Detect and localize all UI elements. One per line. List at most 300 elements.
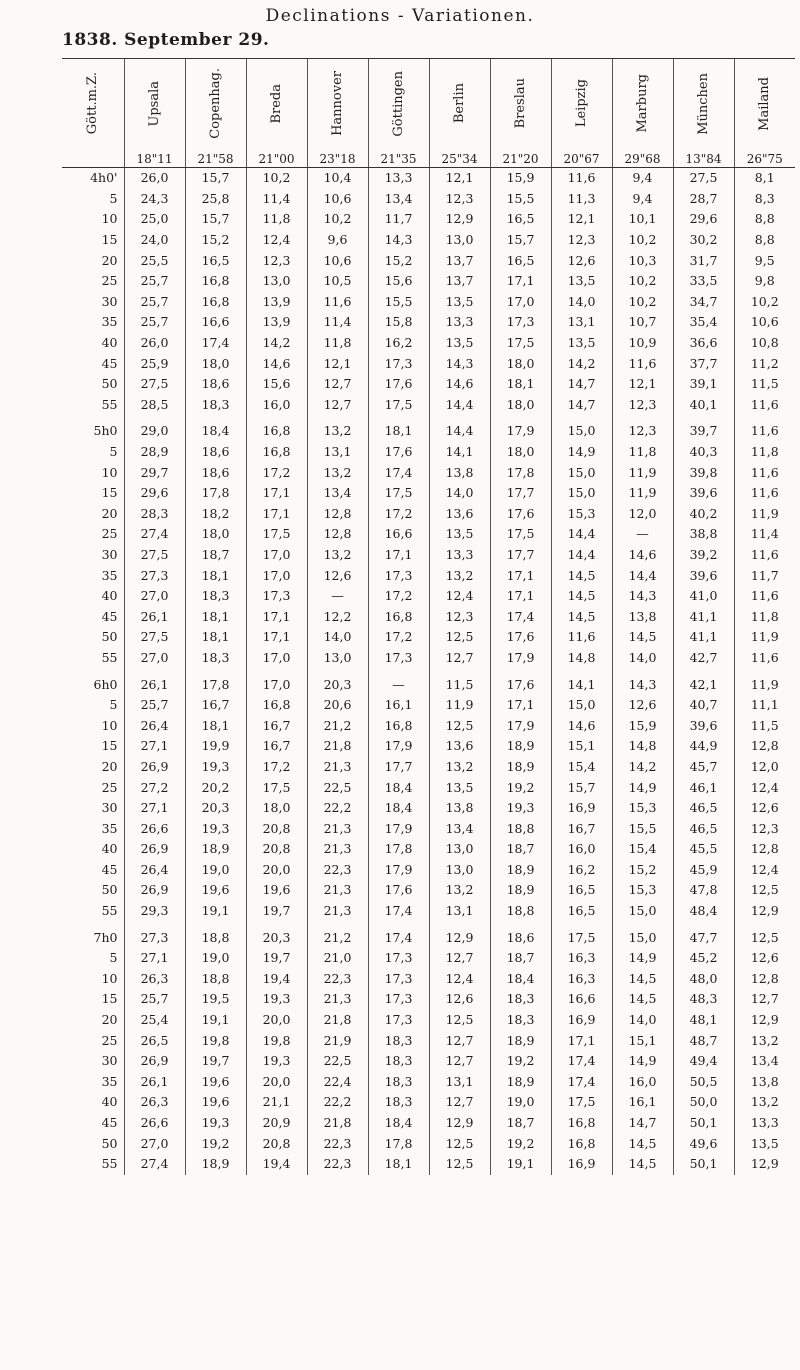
value-cell-berlin: 13,3 [429,545,490,566]
value-cell-upsala: 26,1 [124,674,185,695]
value-cell-breslau: 17,6 [490,627,551,648]
value-cell-upsala: 26,3 [124,969,185,990]
value-cell-mailand: 9,8 [734,271,795,292]
value-cell-munchen: 48,4 [673,901,734,922]
value-cell-leipzig: 17,4 [551,1072,612,1093]
value-cell-hannover: 13,2 [307,545,368,566]
value-cell-leipzig: 16,8 [551,1113,612,1134]
value-cell-marburg: 14,5 [612,1154,673,1175]
value-cell-gottingen: 17,3 [368,989,429,1010]
value-cell-upsala: 26,3 [124,1092,185,1113]
value-cell-breda: 19,6 [246,880,307,901]
value-cell-mailand: 12,9 [734,1010,795,1031]
value-cell-hannover: 12,8 [307,504,368,525]
value-cell-marburg: 15,0 [612,901,673,922]
value-cell-upsala: 29,6 [124,483,185,504]
value-cell-gottingen: 18,1 [368,1154,429,1175]
table-row [62,483,795,504]
value-cell-gottingen: 17,3 [368,1010,429,1031]
value-cell-breda: 16,8 [246,695,307,716]
value-cell-leipzig: 17,5 [551,927,612,948]
value-cell-mailand: 13,8 [734,1072,795,1093]
value-cell-leipzig: 16,0 [551,839,612,860]
value-cell-berlin: 12,5 [429,1133,490,1154]
value-cell-copenhag: 19,8 [185,1030,246,1051]
value-cell-marburg: 14,7 [612,1113,673,1134]
value-cell-munchen: 40,7 [673,695,734,716]
value-cell-munchen: 31,7 [673,250,734,271]
value-cell-hannover: 22,2 [307,798,368,819]
value-cell-marburg: 10,7 [612,312,673,333]
value-cell-marburg: 10,2 [612,292,673,313]
value-cell-copenhag: 18,1 [185,627,246,648]
value-cell-hannover: 21,8 [307,1113,368,1134]
value-cell-mailand: 12,0 [734,757,795,778]
value-cell-munchen: 50,1 [673,1154,734,1175]
value-cell-copenhag: 17,8 [185,483,246,504]
time-cell: 25 [101,779,118,795]
value-cell-breslau: 18,9 [490,880,551,901]
station-name: Hannover [330,71,345,136]
value-cell-berlin: 11,5 [429,674,490,695]
table-row [62,674,795,695]
value-cell-copenhag: 15,7 [185,168,246,189]
value-cell-gottingen: 17,7 [368,757,429,778]
value-cell-breda: 17,2 [246,757,307,778]
value-cell-breslau: 16,5 [490,209,551,230]
time-cell: 40 [101,335,118,351]
value-cell-breda: 13,0 [246,271,307,292]
value-cell-upsala: 26,6 [124,818,185,839]
value-cell-breslau: 17,1 [490,586,551,607]
value-cell-mailand: 11,9 [734,504,795,525]
value-cell-upsala: 27,3 [124,927,185,948]
value-cell-breslau: 18,1 [490,374,551,395]
time-cell: 10 [101,970,118,986]
value-cell-hannover: 21,3 [307,901,368,922]
value-cell-breslau: 17,9 [490,648,551,669]
value-cell-munchen: 46,5 [673,818,734,839]
time-cell: 25 [101,1032,118,1048]
station-name: Göttingen [391,70,406,137]
value-cell-mailand: 11,2 [734,353,795,374]
time-cell: 35 [101,820,118,836]
value-cell-copenhag: 18,6 [185,462,246,483]
value-cell-breda: 19,4 [246,969,307,990]
value-cell-copenhag: 18,7 [185,545,246,566]
table-row [62,989,795,1010]
value-cell-breslau: 17,7 [490,545,551,566]
value-cell-upsala: 25,4 [124,1010,185,1031]
value-cell-upsala: 26,4 [124,860,185,881]
value-cell-hannover: 21,3 [307,757,368,778]
value-cell-marburg: 10,9 [612,333,673,354]
time-cell: 5h0 [93,423,118,439]
value-cell-leipzig: 16,5 [551,901,612,922]
value-cell-hannover: 11,6 [307,292,368,313]
value-cell-copenhag: 20,2 [185,777,246,798]
value-cell-mailand: 13,5 [734,1133,795,1154]
value-cell-berlin: 13,6 [429,736,490,757]
value-cell-munchen: 41,1 [673,606,734,627]
value-cell-mailand: 11,1 [734,695,795,716]
value-cell-copenhag: 19,2 [185,1133,246,1154]
value-cell-upsala: 27,0 [124,648,185,669]
value-cell-upsala: 27,5 [124,374,185,395]
value-cell-marburg: 15,5 [612,818,673,839]
value-cell-breslau: 18,7 [490,839,551,860]
value-cell-gottingen: 15,8 [368,312,429,333]
page-title: Declinations - Variationen. [265,6,535,26]
value-cell-leipzig: 15,0 [551,483,612,504]
value-cell-copenhag: 19,9 [185,736,246,757]
value-cell-breda: 17,1 [246,483,307,504]
value-cell-mailand: 11,5 [734,715,795,736]
value-cell-leipzig: 17,4 [551,1051,612,1072]
value-cell-marburg: 10,3 [612,250,673,271]
value-cell-copenhag: 19,1 [185,1010,246,1031]
value-cell-mailand: 13,4 [734,1051,795,1072]
value-cell-mailand: 10,6 [734,312,795,333]
value-cell-leipzig: 14,4 [551,545,612,566]
value-cell-mailand: 11,8 [734,606,795,627]
column-header-mailand [734,59,795,152]
time-cell: 6h0 [93,676,118,692]
value-cell-breslau: 18,8 [490,818,551,839]
value-cell-munchen: 27,5 [673,168,734,189]
value-cell-upsala: 27,1 [124,798,185,819]
value-cell-upsala: 27,3 [124,565,185,586]
value-cell-upsala: 25,7 [124,271,185,292]
value-cell-breda: 17,0 [246,648,307,669]
page-date: 1838. September 29. [62,30,270,50]
value-cell-hannover: 21,0 [307,948,368,969]
value-cell-hannover: 10,4 [307,168,368,189]
value-cell-gottingen: 13,3 [368,168,429,189]
value-cell-hannover: 11,8 [307,333,368,354]
value-cell-copenhag: 19,0 [185,948,246,969]
value-cell-mailand: 12,3 [734,818,795,839]
table-row [62,395,795,416]
table-row [62,1092,795,1113]
value-cell-mailand: 11,6 [734,483,795,504]
time-cell: 55 [101,396,118,412]
value-cell-breda: 16,7 [246,715,307,736]
value-cell-upsala: 27,2 [124,777,185,798]
value-cell-upsala: 26,9 [124,757,185,778]
value-cell-leipzig: 16,9 [551,798,612,819]
value-cell-breslau: 18,7 [490,948,551,969]
time-cell: 20 [101,505,118,521]
value-cell-hannover: 12,1 [307,353,368,374]
table-row [62,353,795,374]
value-cell-berlin: 12,5 [429,1154,490,1175]
value-cell-breslau: 16,5 [490,250,551,271]
value-cell-breda: 20,8 [246,839,307,860]
value-cell-leipzig: 16,5 [551,880,612,901]
table-row [62,271,795,292]
value-cell-hannover: 10,6 [307,189,368,210]
table-row [62,462,795,483]
value-cell-marburg: 10,2 [612,230,673,251]
value-cell-hannover: 10,6 [307,250,368,271]
value-cell-berlin: 13,0 [429,839,490,860]
value-cell-marburg: 14,3 [612,674,673,695]
column-header-breda [246,59,307,152]
value-cell-berlin: 12,7 [429,1030,490,1051]
value-cell-upsala: 26,9 [124,839,185,860]
value-cell-gottingen: 16,8 [368,606,429,627]
scale-value-breslau: 21"20 [490,151,551,168]
value-cell-mailand: 9,5 [734,250,795,271]
value-cell-marburg: 15,1 [612,1030,673,1051]
value-cell-leipzig: 16,6 [551,989,612,1010]
scale-value-berlin: 25"34 [429,151,490,168]
value-cell-leipzig: 15,3 [551,504,612,525]
value-cell-berlin: 13,2 [429,757,490,778]
value-cell-breslau: 18,3 [490,1010,551,1031]
value-cell-berlin: 12,9 [429,927,490,948]
value-cell-gottingen: 18,4 [368,777,429,798]
value-cell-gottingen: 17,2 [368,504,429,525]
time-cell: 30 [101,1053,118,1069]
value-cell-upsala: 24,0 [124,230,185,251]
value-cell-berlin: 12,1 [429,168,490,189]
value-cell-munchen: 47,8 [673,880,734,901]
value-cell-leipzig: 12,1 [551,209,612,230]
value-cell-leipzig: 15,0 [551,695,612,716]
time-cell: 10 [101,464,118,480]
value-cell-mailand: 11,6 [734,586,795,607]
time-cell: 55 [101,903,118,919]
station-name: Mailand [757,76,773,131]
value-cell-copenhag: 18,0 [185,524,246,545]
value-cell-berlin: 13,2 [429,565,490,586]
value-cell-gottingen: 17,5 [368,483,429,504]
value-cell-berlin: 13,3 [429,312,490,333]
value-cell-leipzig: 16,9 [551,1154,612,1175]
value-cell-munchen: 46,1 [673,777,734,798]
table-row [62,545,795,566]
value-cell-mailand: 13,2 [734,1030,795,1051]
value-cell-breslau: 17,6 [490,504,551,525]
value-cell-marburg: 14,5 [612,989,673,1010]
value-cell-breda: 17,0 [246,545,307,566]
value-cell-hannover: 13,4 [307,483,368,504]
value-cell-mailand: 8,8 [734,209,795,230]
value-cell-munchen: 48,7 [673,1030,734,1051]
time-cell: 25 [101,526,118,542]
value-cell-breda: 14,2 [246,333,307,354]
value-cell-berlin: 14,4 [429,421,490,442]
value-cell-gottingen: 16,2 [368,333,429,354]
value-cell-mailand: 11,5 [734,374,795,395]
table-row [62,565,795,586]
value-cell-leipzig: 14,8 [551,648,612,669]
value-cell-upsala: 24,3 [124,189,185,210]
value-cell-copenhag: 16,6 [185,312,246,333]
value-cell-gottingen: 18,1 [368,421,429,442]
value-cell-gottingen: 17,5 [368,395,429,416]
table-row [62,1051,795,1072]
value-cell-mailand: 11,6 [734,648,795,669]
value-cell-mailand: 12,5 [734,927,795,948]
value-cell-gottingen: 18,4 [368,798,429,819]
value-cell-upsala: 26,1 [124,1072,185,1093]
value-cell-upsala: 26,1 [124,606,185,627]
station-name: München [696,72,711,135]
value-cell-breda: 16,8 [246,421,307,442]
value-cell-breda: 13,9 [246,292,307,313]
scale-value-mailand: 26"75 [734,151,795,168]
value-cell-marburg: 10,1 [612,209,673,230]
value-cell-munchen: 39,6 [673,565,734,586]
value-cell-leipzig: 14,6 [551,715,612,736]
value-cell-breslau: 17,5 [490,524,551,545]
value-cell-breslau: 18,8 [490,901,551,922]
value-cell-berlin: 13,7 [429,250,490,271]
value-cell-munchen: 49,6 [673,1133,734,1154]
column-header-leipzig [551,59,612,152]
table-header [62,59,795,168]
value-cell-upsala: 26,4 [124,715,185,736]
value-cell-breda: 19,7 [246,901,307,922]
value-cell-breslau: 17,8 [490,462,551,483]
table-row [62,927,795,948]
table-row [62,168,795,189]
value-cell-leipzig: 14,7 [551,395,612,416]
value-cell-upsala: 27,0 [124,586,185,607]
value-cell-leipzig: 16,8 [551,1133,612,1154]
value-cell-breda: 16,7 [246,736,307,757]
time-cell: 20 [101,1012,118,1028]
value-cell-munchen: 42,1 [673,674,734,695]
value-cell-copenhag: 19,3 [185,1113,246,1134]
value-cell-munchen: 36,6 [673,333,734,354]
value-cell-marburg: 14,4 [612,565,673,586]
value-cell-munchen: 39,7 [673,421,734,442]
value-cell-leipzig: 15,0 [551,421,612,442]
table-row [62,606,795,627]
value-cell-leipzig: 11,6 [551,168,612,189]
value-cell-gottingen: 18,3 [368,1092,429,1113]
value-cell-marburg: 9,4 [612,189,673,210]
value-cell-breslau: 18,9 [490,1072,551,1093]
value-cell-berlin: 13,1 [429,901,490,922]
table-row [62,312,795,333]
value-cell-hannover: 10,2 [307,209,368,230]
value-cell-upsala: 27,1 [124,736,185,757]
value-cell-leipzig: 14,1 [551,674,612,695]
table-row [62,209,795,230]
value-cell-hannover: 12,6 [307,565,368,586]
station-name: Breslau [513,78,528,129]
value-cell-upsala: 26,0 [124,168,185,189]
time-cell: 35 [101,1073,118,1089]
value-cell-gottingen: 17,4 [368,901,429,922]
value-cell-munchen: 45,9 [673,860,734,881]
value-cell-copenhag: 19,0 [185,860,246,881]
scale-value-gottingen: 21"35 [368,151,429,168]
value-cell-gottingen: 17,3 [368,948,429,969]
value-cell-mailand: 12,4 [734,860,795,881]
value-cell-gottingen: 17,3 [368,648,429,669]
value-cell-munchen: 41,1 [673,627,734,648]
value-cell-munchen: 45,5 [673,839,734,860]
value-cell-upsala: 28,5 [124,395,185,416]
value-cell-hannover: 21,3 [307,989,368,1010]
value-cell-mailand: 11,9 [734,674,795,695]
station-name: Breda [269,83,284,124]
value-cell-gottingen: 17,6 [368,880,429,901]
value-cell-gottingen: 16,6 [368,524,429,545]
value-cell-copenhag: 18,0 [185,353,246,374]
value-cell-upsala: 26,0 [124,333,185,354]
table-row [62,860,795,881]
value-cell-munchen: 40,1 [673,395,734,416]
value-cell-gottingen: 15,2 [368,250,429,271]
observation-table [62,58,795,1175]
value-cell-berlin: 13,0 [429,230,490,251]
value-cell-copenhag: 19,1 [185,901,246,922]
value-cell-mailand: 13,2 [734,1092,795,1113]
table-row [62,374,795,395]
value-cell-breslau: 17,6 [490,674,551,695]
value-cell-mailand: 8,3 [734,189,795,210]
time-cell: 45 [101,861,118,877]
value-cell-mailand: 11,8 [734,442,795,463]
value-cell-upsala: 25,0 [124,209,185,230]
value-cell-breslau: 17,9 [490,421,551,442]
value-cell-hannover: 22,3 [307,1154,368,1175]
value-cell-munchen: 39,6 [673,715,734,736]
value-cell-munchen: 39,1 [673,374,734,395]
value-cell-upsala: 26,9 [124,880,185,901]
value-cell-gottingen: 17,2 [368,627,429,648]
column-header-marburg [612,59,673,152]
value-cell-gottingen: 15,6 [368,271,429,292]
value-cell-hannover: 13,2 [307,421,368,442]
time-cell: 45 [101,608,118,624]
table-row [62,586,795,607]
value-cell-marburg: 16,0 [612,1072,673,1093]
scale-value-hannover: 23"18 [307,151,368,168]
value-cell-breda: 17,1 [246,504,307,525]
value-cell-breslau: 17,1 [490,695,551,716]
value-cell-hannover: 22,3 [307,860,368,881]
value-cell-marburg: 14,5 [612,969,673,990]
value-cell-leipzig: 13,5 [551,333,612,354]
value-cell-breda: 20,8 [246,818,307,839]
value-cell-leipzig: 11,3 [551,189,612,210]
time-cell: 20 [101,252,118,268]
value-cell-marburg: 12,3 [612,421,673,442]
value-cell-marburg: 14,8 [612,736,673,757]
value-cell-breda: 21,1 [246,1092,307,1113]
value-cell-copenhag: 18,8 [185,927,246,948]
value-cell-gottingen: 17,9 [368,736,429,757]
value-cell-marburg: 12,3 [612,395,673,416]
value-cell-hannover: 22,2 [307,1092,368,1113]
column-header-gottingen [368,59,429,152]
table-row [62,421,795,442]
value-cell-gottingen: 18,3 [368,1051,429,1072]
value-cell-berlin: 14,6 [429,374,490,395]
value-cell-mailand: 10,8 [734,333,795,354]
value-cell-leipzig: 14,5 [551,586,612,607]
value-cell-mailand: 12,5 [734,880,795,901]
table-row [62,818,795,839]
